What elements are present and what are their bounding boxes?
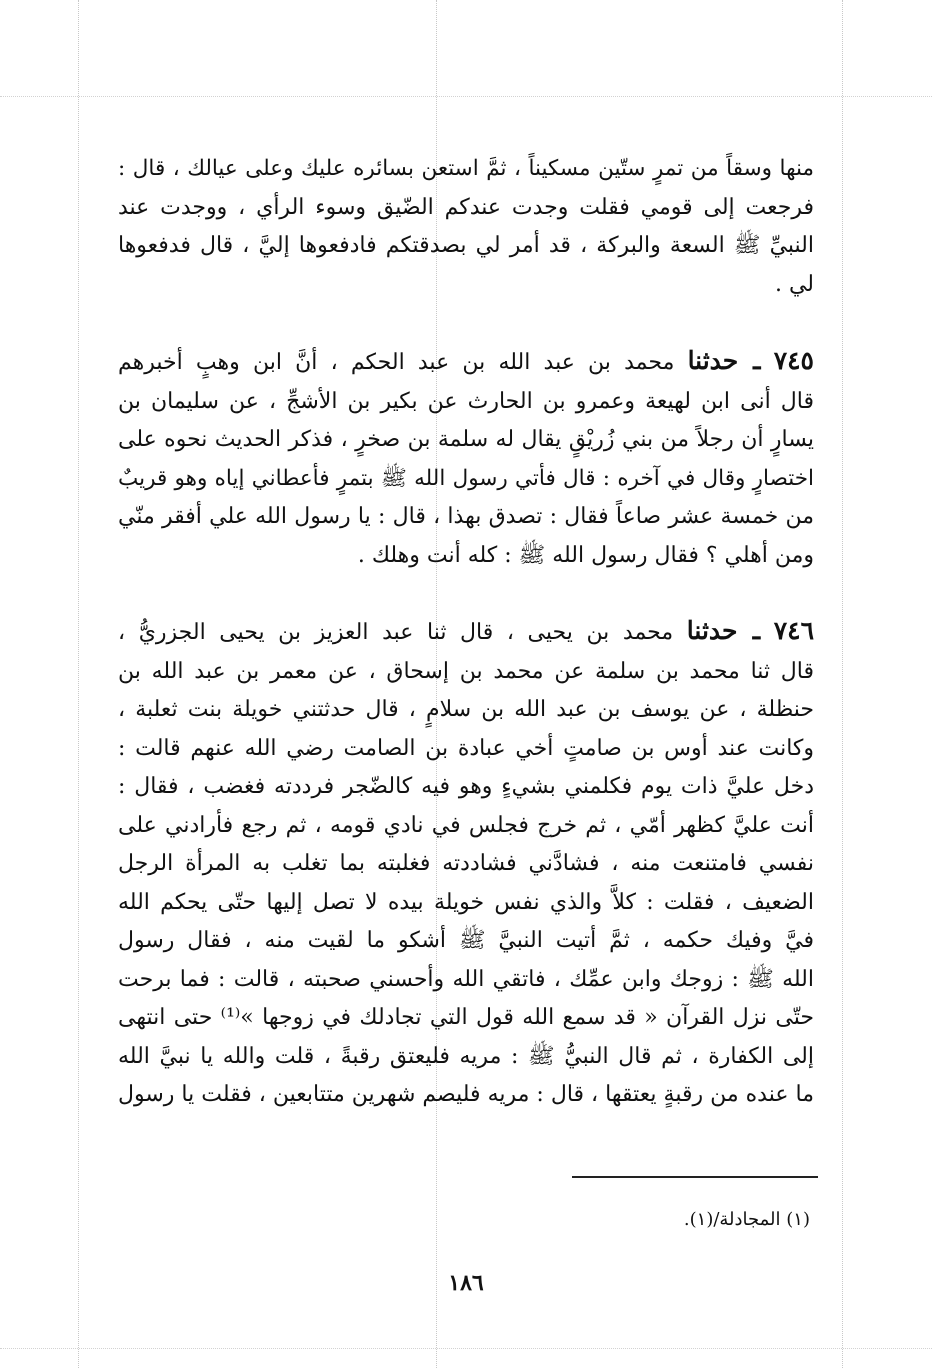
scan-guide-line [78,0,79,1368]
text-line: الضعيف ، فقلت : كلاَّ والذي نفس خويلة بيده لا تصل إليها حتّى يحكم الله [118,889,814,915]
hadith-746 [118,612,814,1115]
hadith-first-line-text: محمد بن يحيى ، قال ثنا عبد العزيز بن يحيى الجزريُّ ، [118,620,674,645]
text-line: أنت عليَّ كظهر أمّي ، ثم خرج فجلس في نادي قومه ، ثم رجع فأرادني على [118,812,814,838]
paragraph-intro [118,150,814,304]
footnote: (١) المجادلة/(١). [683,1209,810,1230]
text-line: لي . [774,271,814,297]
scan-guide-line [842,0,843,1368]
text-line: دخل عليَّ ذات يوم فكلمني بشيءٍ وهو فيه كالضّجر فرددته فغضب ، فقال : [118,774,814,799]
scan-guide-line [0,96,932,97]
text-line: قال ثنا محمد بن سلمة عن محمد بن إسحاق ، عن معمر بن عبد الله بن [118,658,814,684]
text-line: إلى الكفارة ، ثم قال النبيُّ ﷺ : مريه فليعتق رقبةً ، قلت والله يا نبيَّ الله [118,1043,814,1069]
hadith-first-line-text: محمد بن عبد الله بن عبد الحكم ، أنَّ ابن وهبٍ أخبرهم [118,350,675,375]
text-line: وكانت عند أوس بن صامتٍ أخي عبادة بن الصامت رضي الله عنهم قالت : [118,735,814,761]
scan-guide-line [0,1348,932,1349]
text-line: حتّى نزل القرآن « قد سمع الله قول التي تجادلك في زوجها »⁽¹⁾ حتى انتهى [118,1005,814,1030]
hadith-heading-line [118,612,814,653]
hadith-number: ٧٤٥ [773,346,814,375]
text-line: ما عنده من رقبةٍ يعتقها ، قال : مريه فليصم شهرين متتابعين ، فقلت يا رسول [118,1082,814,1107]
page-number: ١٨٦ [448,1270,484,1296]
text-line: قال أنى ابن لهيعة وعمرو بن الحارث عن بكير بن الأشجِّ ، عن سليمان بن [118,388,814,414]
text-line: فرجعت إلى قومي فقلت وجدت عندكم الضّيق وسوء الرأي ، ووجدت عند [118,194,814,220]
text-line: من خمسة عشر صاعاً فقال : تصدق بهذا ، قال : يا رسول الله علي أفقر منّي [118,504,814,529]
text-line: ومن أهلي ؟ فقال رسول الله ﷺ : كله أنت وهلك . [357,542,814,568]
text-line: اختصارٍ وقال في آخره : قال فأتي رسول الله ﷺ بتمرٍ فأعطاني إياه وهو قريبٌ [118,465,814,491]
hadith-keyword: ـ حدثنا [687,346,761,375]
text-line: حنظلة ، عن يوسف بن عبد الله بن سلامٍ ، قال حدثتني خويلة بنت ثعلبة ، [118,697,814,722]
hadith-745 [118,342,814,575]
text-line: يسارٍ أن رجلاً من بني زُريْقٍ يقال له سلمة بن صخرٍ ، فذكر الحديث نحوه على [118,427,814,452]
footnote-separator [572,1176,818,1178]
text-line: نفسي فامتنعت منه ، فشادَّني فشاددته فغلبته بما تغلب به المرأة الرجل [118,851,814,876]
hadith-number: ٧٤٦ [773,616,814,645]
text-line: النبيِّ ﷺ السعة والبركة ، قد أمر لي بصدقتكم فادفعوها إليَّ ، قال فدفعوها [118,233,814,258]
text-line: فيَّ وفيك حكمه ، ثمَّ أتيت النبيَّ ﷺ أشكو ما لقيت منه ، فقال رسول [118,928,814,953]
hadith-keyword: ـ حدثنا [686,616,761,645]
text-line: الله ﷺ : زوجك وابن عمِّك ، فاتقي الله وأحسني صحبته ، قالت : فما برحت [118,966,814,992]
hadith-heading-line [118,342,814,383]
text-line: منها وسقاً من تمرٍ ستّين مسكيناً ، ثمَّ استعن بسائره عليك وعلى عيالك ، قال : [118,156,814,181]
